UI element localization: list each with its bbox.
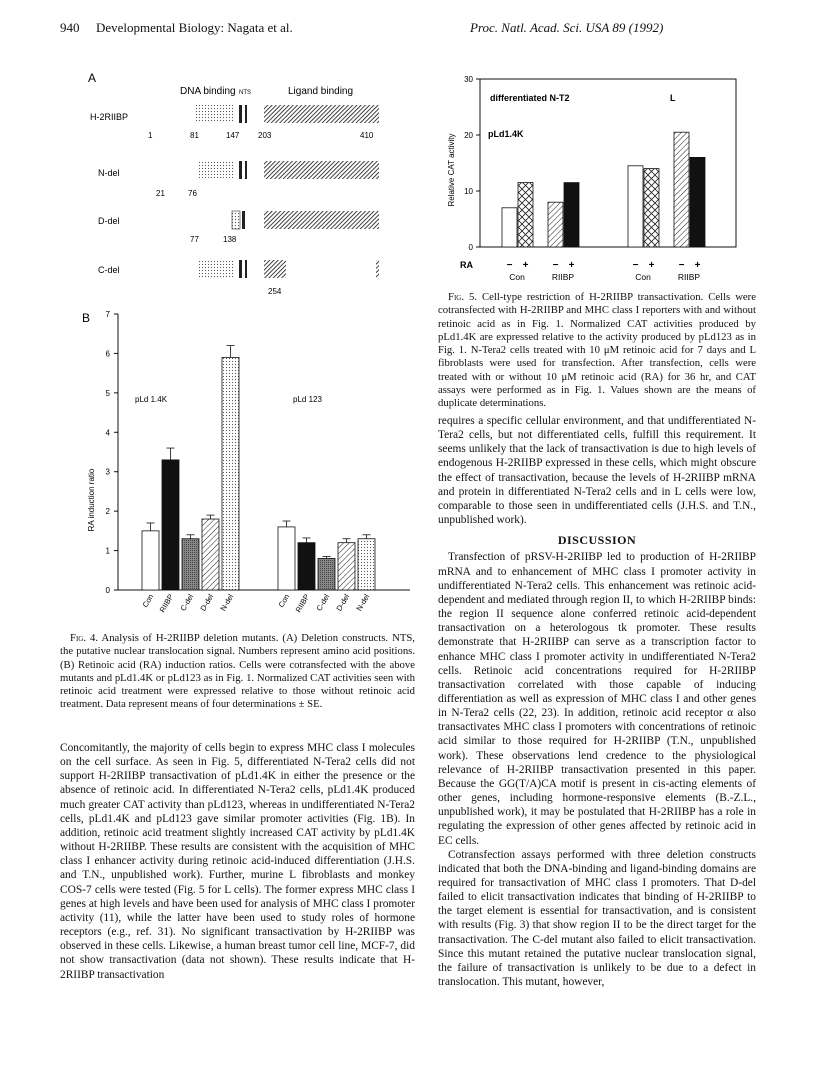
journal-ref: Proc. Natl. Acad. Sci. USA 89 (1992) <box>470 20 664 35</box>
position-label: 254 <box>268 287 282 296</box>
position-label: 77 <box>190 235 199 244</box>
caption-label: Fig. 4. <box>70 632 99 644</box>
panel-label-a: A <box>88 71 97 85</box>
y-tick-label: 20 <box>464 131 473 140</box>
bar <box>644 169 659 247</box>
construct-label: C-del <box>98 265 120 275</box>
group-name: RIIBP <box>677 272 701 282</box>
paragraph: Transfection of pRSV-H-2RIIBP led to production of H-2RIIBP mRNA and to enhancement of MHC class I promoter activity in undifferentiated N-Tera2 cells. This enhancement was retinoic acid-dependent and mediated through region II, to which H-2RIIBP binds: the region II sequence alone conferred retinoic acid-dependent transactivation on a heterologous tk promoter. These results demonstrate that H-2RIIBP can serve as a transcription factor to enhance MHC class I promoter activity in undifferentiated N-Tera2 cells. Retinoic acid concentrations required for H-2RIIBP transactivation correlated with those capable of inducing differentiation as well as expression of MHC class I and other genes in N-Tera2 cells (22, 23). In addition, retinoic acid receptor α also transactivates MHC class I promoters with concentrations of retinoic acid similar to those required for H-2RIIBP (T.N., unpublished work). These observations lend credence to the physiological relevance of H-2RIIBP transactivation presented in this paper. Because the GG(T/A)CA motif is present in cis-acting elements of other genes, including hormone-responsive elements (B.-Z.L., unpublished work), it may be postulated that H-2RIIBP has a role in regulating the expression of other genes affected by retinoic acid in EC cells. <box>438 551 756 847</box>
y-tick-label: 6 <box>105 349 110 359</box>
ra-sign: + <box>522 260 529 271</box>
bar <box>222 357 239 590</box>
figure-5-caption <box>438 291 756 411</box>
figure-4-caption <box>60 632 415 712</box>
bar <box>518 183 533 247</box>
y-tick-label: 0 <box>105 586 110 595</box>
panel-label-b: B <box>82 311 91 325</box>
paragraph: requires a specific cellular environment, and that undifferentiated N-Tera2 cells, but not differentiated cells, fulfill this requirement. It seems unlikely that the lack of transactivation is due to high levels of endogenous H-2RIIBP expressed in these cells, which might obscure the effect of transactivation, because the levels of H-2RIIBP mRNA and protein in differentiated N-Tera2 cells and in L cells were low, comparable to those seen in undifferentiated cells (J.H.S. and T.N., unpublished work). <box>438 415 756 527</box>
group-name: Con <box>635 272 651 282</box>
position-label: 138 <box>223 235 237 244</box>
y-tick-label: 7 <box>105 310 110 319</box>
label-l-cells: L <box>670 93 676 103</box>
y-tick-label: 2 <box>105 507 110 517</box>
bar <box>278 527 295 590</box>
bar <box>318 558 335 590</box>
ra-sign: − <box>632 260 639 271</box>
category-label: N-del <box>354 592 372 613</box>
figure-4b-chart <box>60 300 415 625</box>
y-axis-label: Relative CAT activity <box>447 133 456 207</box>
y-tick-label: 10 <box>464 187 473 196</box>
bar <box>564 183 579 247</box>
caption-label: Fig. 5. <box>448 291 478 303</box>
section-title: Developmental Biology: Nagata et al. <box>96 20 293 35</box>
ligand-binding-label: Ligand binding <box>288 86 354 97</box>
group-name: RIIBP <box>551 272 575 282</box>
paragraph: Cotransfection assays performed with three deletion constructs indicated that both the DNA-binding and ligand-binding domains are required for transactivation of MHC class I promoters. That D-del failed to elicit transactivation indicates that binding of H-2RIIBP to the target element is essential for transactivation, and is consistent with results (Fig. 3) that show region II to be the direct target for the transactivation. The C-del mutant also failed to elicit transactivation. Since this mutant retained the putative nuclear translocation signal, the failure of transactivation is unlikely to be due to a defect in translocation. This mutant, however, <box>438 848 756 989</box>
position-label: 1 <box>148 131 153 140</box>
y-axis-label: RA induction ratio <box>87 468 96 532</box>
paragraph: Concomitantly, the majority of cells begin to express MHC class I molecules on the cell surface. As seen in Fig. 5, differentiated N-Tera2 cells did not support H-2RIIBP transactivation of pLd1.4K in either the presence or the absence of retinoic acid. In differentiated N-Tera2 cells, pLd1.4K produced much greater CAT activity than pLd123, whereas in undifferentiated N-Tera2 cells, pLd1.4K and pLd123 gave similar promoter activities (Fig. 1B). In addition, retinoic acid treatment slightly increased CAT activity by pLd1.4K without H-2RIIBP. These results are consistent with the acquisition of MHC class I enhancer activity during retinoic acid-induced differentiation (J.H.S. and T.N., unpublished work). Further, murine L fibroblasts and monkey COS-7 cells were tested (Fig. 5 for L cells). The former express MHC class I genes at high levels and have been used for analysis of MHC class I promoter activity (11), while the latter have been used to study roles of hormone receptors (e.g., ref. 31). No significant transactivation by H-2RIIBP was observed in these cells. Likewise, a human breast tumor cell line, MCF-7, did not show transactivation (data not shown). These results indicate that H-2RIIBP transactivation <box>60 742 415 981</box>
h2-ligand-domain <box>264 105 379 123</box>
construct-label: N-del <box>98 168 120 178</box>
ra-sign: − <box>506 260 513 271</box>
y-tick-label: 4 <box>105 428 110 438</box>
category-label: N-del <box>218 592 236 613</box>
ra-sign: − <box>678 260 685 271</box>
bar <box>142 531 159 590</box>
position-label: 81 <box>190 131 199 140</box>
h2-nts <box>239 105 242 123</box>
figure-4a-constructs <box>60 62 415 300</box>
bar <box>548 202 563 247</box>
ra-sign: + <box>648 260 655 271</box>
position-label: 21 <box>156 189 165 198</box>
bar <box>628 166 643 247</box>
construct-label: pLd1.4K <box>488 129 524 139</box>
caption-text: Analysis of H-2RIIBP deletion mutants. (A) Deletion constructs. NTS, the putative nuclear translocation signal. Numbers represent amino acid positions. (B) Retinoic acid (RA) induction ratios. Cells were cotransfected with the above mutants and pLd1.4K or pLd123 as in Fig. 1. Normalized CAT activities seen with retinoic acid treatment were expressed relative to those without retinoic acid treatment. Data represent means of four determinations ± SE. <box>60 632 415 711</box>
y-tick-label: 0 <box>468 243 473 252</box>
category-label: RIIBP <box>157 592 176 614</box>
figure-5-chart <box>438 70 758 285</box>
y-tick-label: 3 <box>105 467 110 477</box>
ra-sign: + <box>694 260 701 271</box>
bar <box>690 157 705 247</box>
ra-label: RA <box>460 260 473 270</box>
left-column-text <box>60 741 415 982</box>
y-tick-label: 30 <box>464 75 473 84</box>
y-tick-label: 5 <box>105 388 110 398</box>
discussion-heading: DISCUSSION <box>557 533 637 548</box>
h2-dna-domain <box>196 105 234 123</box>
bar <box>162 460 179 590</box>
category-label: D-del <box>334 592 352 613</box>
bar <box>502 208 517 247</box>
category-label: C-del <box>178 592 196 613</box>
nts-label: NTS <box>239 90 251 96</box>
position-label: 410 <box>360 131 374 140</box>
ra-sign: − <box>552 260 559 271</box>
category-label: Con <box>276 592 292 609</box>
category-label: C-del <box>314 592 332 613</box>
position-label: 203 <box>258 131 272 140</box>
right-column-text <box>438 414 756 989</box>
caption-text: Cell-type restriction of H-2RIIBP transactivation. Cells were cotransfected with H-2RIIBP and MHC class I reporters with and without retinoic acid as in Fig. 1. Normalized CAT activities produced by pLd1.4K are expressed relative to the activity produced by pLd123 as in Fig. 1. N-Tera2 cells treated with 10 μM retinoic acid for 7 days and L fibroblasts were used for transfection. After transfection, cells were treated with or without 10 μM retinoic acid (RA) for 36 hr, and CAT assays were performed as in Fig. 1. Values shown are the means of duplicate determinations. <box>438 291 756 410</box>
position-label: 147 <box>226 131 240 140</box>
group-label-pld123: pLd 123 <box>293 395 322 404</box>
y-tick-label: 1 <box>105 546 110 556</box>
label-diff-nt2: differentiated N-T2 <box>490 93 570 103</box>
construct-label: H-2RIIBP <box>90 112 129 122</box>
construct-label: D-del <box>98 216 120 226</box>
page-number: 940 <box>60 20 80 35</box>
category-label: RIIBP <box>293 592 312 614</box>
category-label: D-del <box>198 592 216 613</box>
bar <box>338 543 355 590</box>
ra-sign: + <box>568 260 575 271</box>
group-label-pld14k: pLd 1.4K <box>135 395 168 404</box>
bar <box>674 132 689 247</box>
bar <box>182 539 199 590</box>
bar <box>358 539 375 590</box>
bar <box>298 543 315 590</box>
position-label: 76 <box>188 189 197 198</box>
category-label: Con <box>140 592 156 609</box>
bar <box>202 519 219 590</box>
dna-binding-label: DNA binding <box>180 86 236 97</box>
group-name: Con <box>509 272 525 282</box>
